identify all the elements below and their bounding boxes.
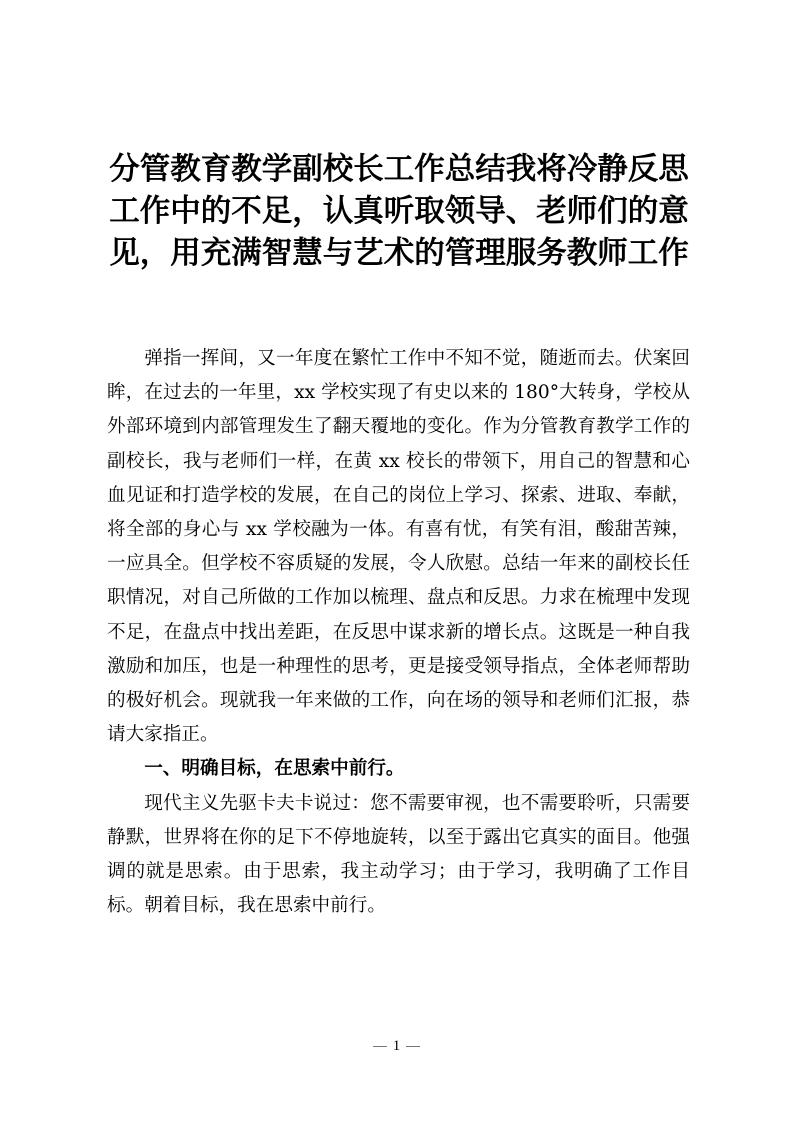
document-body: [107, 342, 690, 923]
section-paragraph: 现代主义先驱卡夫卡说过：您不需要审视，也不需要聆听，只需要静默，世界将在你的足下不停地旋转，以至于露出它真实的面目。他强调的就是思索。由于思索，我主动学习；由于学习，我明确了工作目标。朝着目标，我在思索中前行。: [107, 792, 690, 917]
page-footer: [0, 1038, 793, 1055]
page-number: 1: [392, 1038, 401, 1054]
dash-right-icon: [406, 1046, 420, 1047]
dash-left-icon: [373, 1046, 387, 1047]
intro-paragraph: 弹指一挥间，又一年度在繁忙工作中不知不觉，随逝而去。伏案回眸，在过去的一年里，xx 学校实现了有史以来的 180°大转身，学校从外部环境到内部管理发生了翻天覆地的变化。作为分管教育教学工作的副校长，我与老师们一样，在黄 xx 校长的带领下，用自己的智慧和心血见证和打造学校的发展，在自己的岗位上学习、探索、进取、奉献，将全部的身心与 xx 学校融为一体。有喜有忧，有笑有泪，酸甜苦辣，一应具全。但学校不容质疑的发展，令人欣慰。总结一年来的副校长任职情况，对自己所做的工作加以梳理、盘点和反思。力求在梳理中发现不足，在盘点中找出差距，在反思中谋求新的增长点。这既是一种自我激励和加压，也是一种理性的思考，更是接受领导指点，全体老师帮助的极好机会。现就我一年来做的工作，向在场的领导和老师们汇报，恭请大家指正。: [107, 348, 690, 746]
document-title: 分管教育教学副校长工作总结我将冷静反思工作中的不足，认真听取领导、老师们的意见，用充满智慧与艺术的管理服务教师工作: [109, 152, 689, 271]
section-heading: 一、明确目标，在思索中前行。: [144, 758, 405, 780]
